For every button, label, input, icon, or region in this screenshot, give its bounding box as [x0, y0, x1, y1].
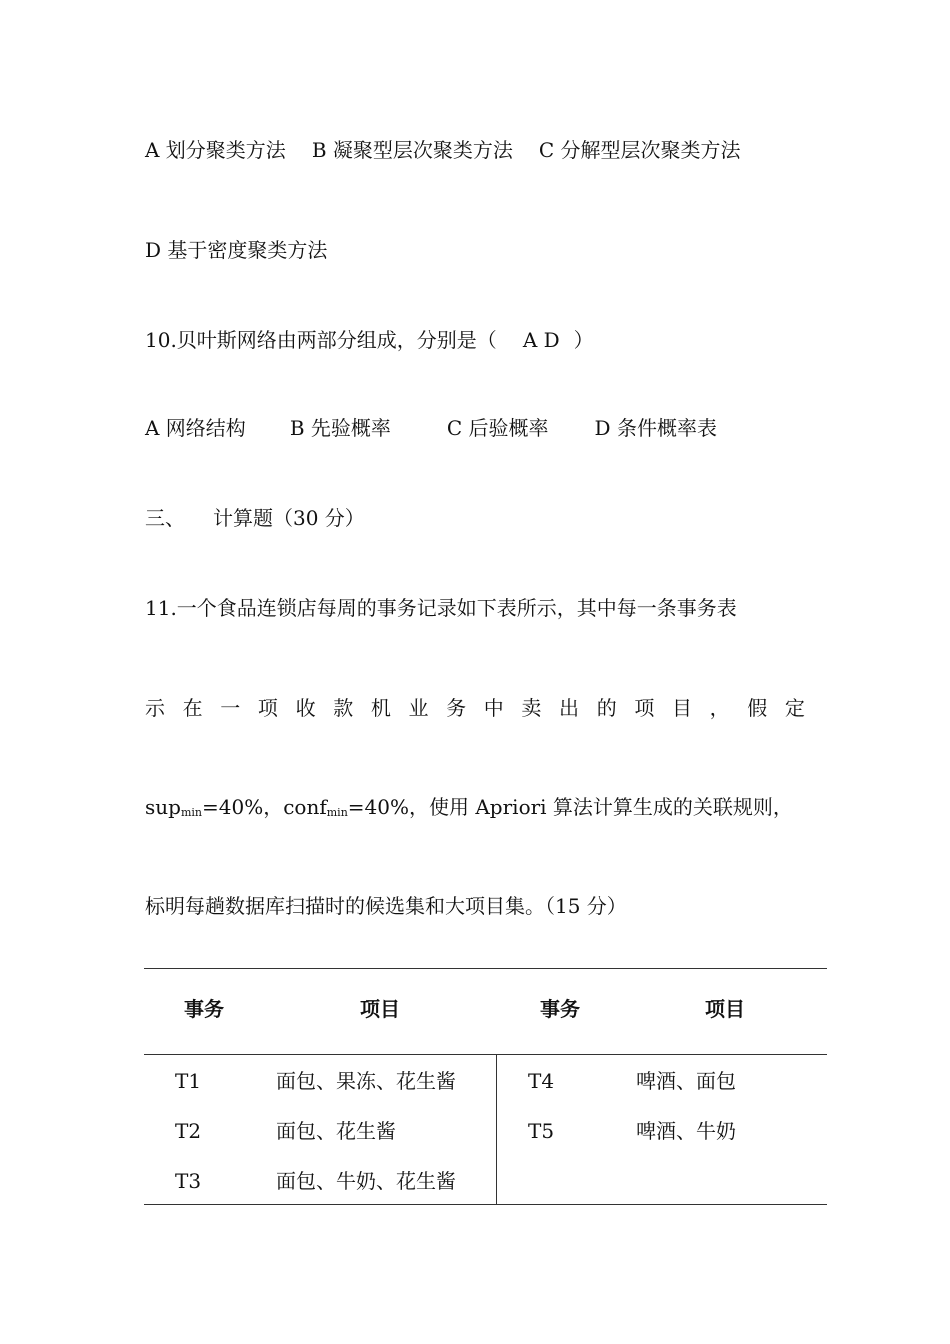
q10-option-d: D 条件概率表 [594, 416, 717, 440]
conf-label: conf [283, 795, 327, 819]
q11-line-4: 标明每趟数据库扫描时的候选集和大项目集。（15 分） [145, 894, 627, 918]
q11-char: 出 [559, 696, 580, 720]
table-header-items-left: 项目 [360, 997, 400, 1021]
table-cell-items: 啤酒、牛奶 [636, 1119, 736, 1143]
q11-char: 项 [257, 696, 278, 720]
conf-value-and-task: =40%，使用 Apriori 算法计算生成的关联规则， [347, 795, 793, 819]
q10-stem-text: 10.贝叶斯网络由两部分组成，分别是（ [145, 328, 497, 352]
q11-char: 假 [747, 696, 768, 720]
table-bottom-rule [144, 1204, 827, 1205]
q10-answer: A D [522, 328, 560, 352]
q11-char: 示 [145, 696, 165, 720]
q9-option-c: C 分解型层次聚类方法 [538, 138, 741, 162]
q11-char: 业 [408, 696, 429, 720]
q11-char: 目 [671, 696, 692, 720]
sup-label: sup [145, 795, 181, 819]
q11-char: 款 [333, 696, 354, 720]
q9-option-b: B 凝聚型层次聚类方法 [311, 138, 513, 162]
sup-value: =40%， [202, 795, 284, 819]
q11-char: 收 [295, 696, 316, 720]
section-3-number: 三、 [145, 506, 185, 530]
q9-options-row-2 [145, 236, 327, 264]
q11-char: 务 [446, 696, 467, 720]
q9-option-d: D 基于密度聚类方法 [145, 238, 328, 262]
table-column-divider [496, 1054, 497, 1204]
table-cell-tid: T5 [528, 1119, 555, 1143]
q10-option-c: C 后验概率 [446, 416, 549, 440]
table-cell-tid: T2 [175, 1119, 202, 1143]
q10-stem [145, 326, 594, 354]
table-header-transaction-right: 事务 [540, 997, 580, 1021]
q11-char: 一 [220, 696, 241, 720]
section-3-heading [145, 504, 365, 532]
sup-min-subscript: min [180, 806, 202, 819]
transaction-table [144, 968, 827, 1205]
q11-char: 中 [483, 696, 504, 720]
q11-char: 卖 [521, 696, 542, 720]
table-cell-items: 面包、果冻、花生酱 [276, 1069, 456, 1093]
table-cell-items: 面包、花生酱 [276, 1119, 396, 1143]
q10-option-b: B 先验概率 [289, 416, 391, 440]
table-cell-tid: T3 [175, 1169, 202, 1193]
table-cell-tid: T1 [175, 1069, 202, 1093]
table-top-rule [144, 968, 827, 969]
q9-option-a: A 划分聚类方法 [145, 138, 286, 162]
q9-options-row-1 [145, 136, 741, 164]
q11-char: ， [709, 696, 730, 720]
q11-line-2 [145, 694, 805, 722]
table-cell-tid: T4 [528, 1069, 555, 1093]
table-header-transaction-left: 事务 [184, 997, 224, 1021]
conf-min-subscript: min [326, 806, 348, 819]
q11-char: 定 [784, 696, 805, 720]
q11-line-3 [145, 793, 793, 827]
q11-char: 项 [634, 696, 655, 720]
q10-option-a: A 网络结构 [145, 416, 246, 440]
table-header-rule [144, 1054, 827, 1055]
q10-close-paren: ） [573, 328, 594, 352]
table-cell-items: 面包、牛奶、花生酱 [276, 1169, 456, 1193]
q11-char: 在 [182, 696, 203, 720]
q11-char: 的 [596, 696, 617, 720]
table-cell-items: 啤酒、面包 [636, 1069, 736, 1093]
q11-char: 机 [370, 696, 391, 720]
q11-line-1: 11.一个食品连锁店每周的事务记录如下表所示，其中每一条事务表 [145, 596, 737, 620]
section-3-title: 计算题（30 分） [213, 506, 365, 530]
table-header-items-right: 项目 [705, 997, 745, 1021]
q10-options-row [145, 414, 717, 442]
